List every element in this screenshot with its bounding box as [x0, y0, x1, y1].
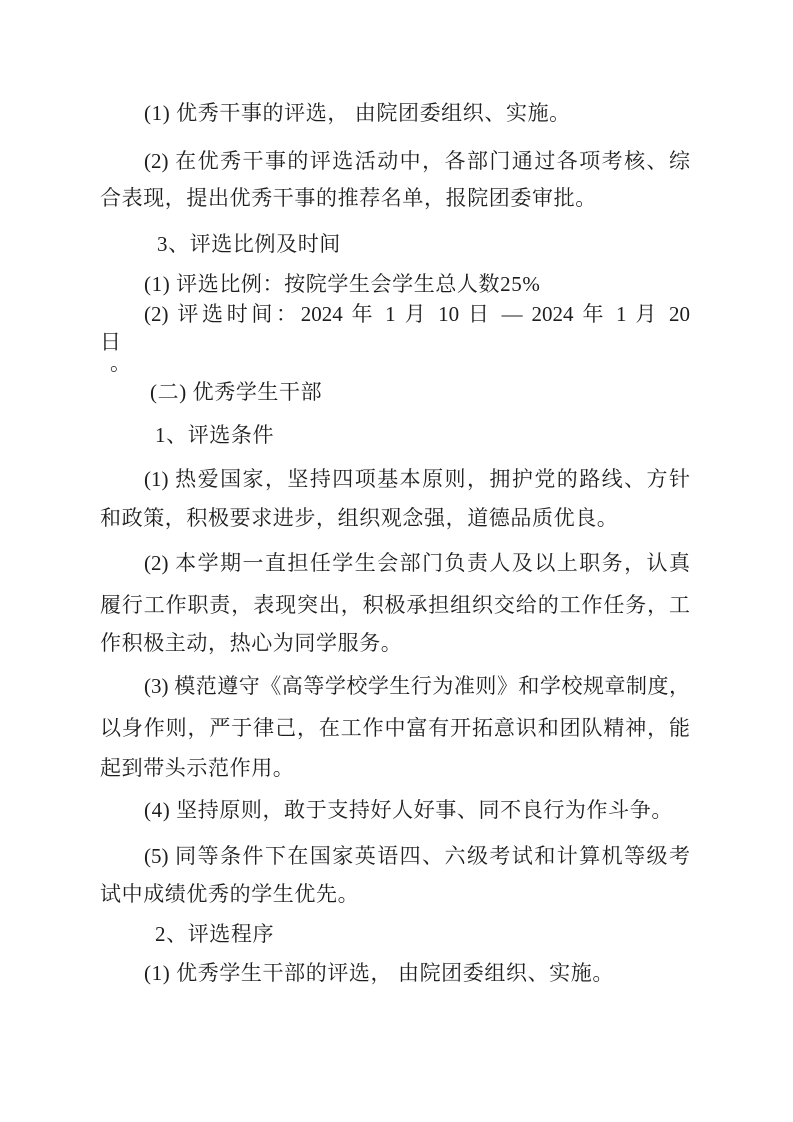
text-line: (5) 同等条件下在国家英语四、六级考试和计算机等级考	[144, 844, 690, 868]
text-line: 起到带头示范作用。	[100, 756, 295, 780]
text-line: 合表现，提出优秀干事的推荐名单，报院团委审批。	[100, 186, 597, 210]
text-line: (2) 本学期一直担任学生会部门负责人及以上职务，认真	[144, 551, 690, 575]
numbered-heading: 2、评选程序	[155, 922, 275, 946]
text-line: (3) 模范遵守《高等学校学生行为准则》和学校规章制度，	[144, 674, 690, 698]
text-line: (1) 评选比例：按院学生会学生总人数25%	[144, 272, 541, 296]
text-line: 日	[100, 330, 122, 354]
text-line: (4) 坚持原则，敢于支持好人好事、同不良行为作斗争。	[144, 798, 673, 822]
text-line: (1) 优秀学生干部的评选， 由院团委组织、实施。	[144, 961, 614, 985]
text-line: 作积极主动，热心为同学服务。	[100, 631, 403, 655]
text-line: 以身作则，严于律己，在工作中富有开拓意识和团队精神，能	[100, 716, 690, 740]
text-line: (1) 优秀干事的评选， 由院团委组织、实施。	[144, 101, 571, 125]
text-line: 和政策，积极要求进步，组织观念强，道德品质优良。	[100, 506, 619, 530]
text-line: (2) 在优秀干事的评选活动中，各部门通过各项考核、综	[144, 149, 690, 173]
numbered-heading: 1、评选条件	[155, 423, 275, 447]
text-line: (1) 热爱国家，坚持四项基本原则，拥护党的路线、方针	[144, 467, 690, 491]
section-heading: (二) 优秀学生干部	[150, 380, 323, 404]
text-line: 试中成绩优秀的学生优先。	[100, 882, 360, 906]
text-line: (2) 评选时间：2024 年 1 月 10 日 — 2024 年 1 月 20	[144, 302, 690, 326]
numbered-heading: 3、评选比例及时间	[157, 232, 341, 256]
text-line: 履行工作职责，表现突出，积极承担组织交给的工作任务，工	[100, 593, 690, 617]
text-line: 。	[110, 351, 132, 375]
